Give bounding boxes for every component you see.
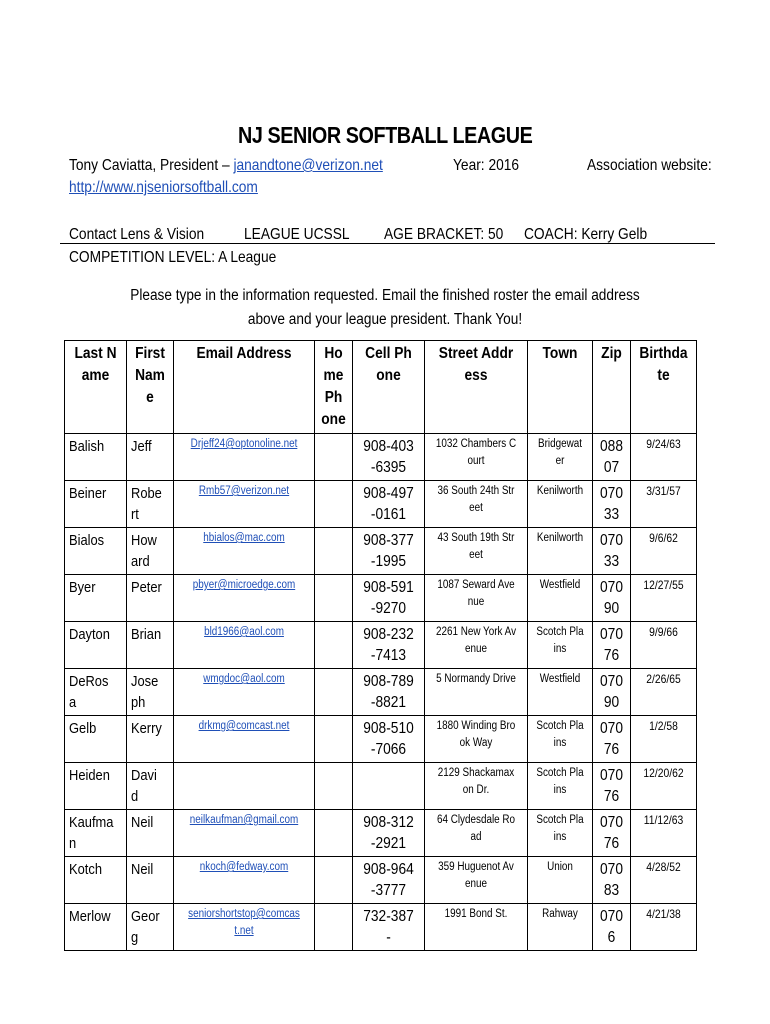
cell-text: 908-789-8821 [363,673,414,711]
street-text: 36 South 24th Street [437,485,515,514]
first-text: Howard [131,532,157,570]
president-line [69,157,434,175]
town-cell [528,857,593,904]
birth-text: 12/20/62 [643,766,684,780]
street-text: 1880 Winding Brook Way [436,720,516,749]
town-text: Kenilworth [536,532,584,544]
town-cell [528,904,593,951]
year-text: Year: 2016 [453,157,520,174]
birthdate-cell [631,810,697,857]
zip-cell [593,716,631,763]
zip-cell [593,528,631,575]
email-cell [174,763,315,810]
table-row [65,669,697,716]
town-cell [528,575,593,622]
first-name-cell [127,622,174,669]
last-text: Byer [69,579,96,596]
cell-text: 908-497-0161 [363,485,414,523]
email-cell [174,528,315,575]
town-cell [528,481,593,528]
first-text: David [131,767,157,805]
first-text: Neil [131,814,154,831]
home-phone-cell [315,481,353,528]
header-divider [60,243,715,244]
president-email-link[interactable]: janandtone@verizon.net [233,157,383,174]
birth-text: 4/21/38 [646,907,681,921]
zip-text: 08807 [600,438,623,476]
col-town: Town [528,341,593,434]
last-name-cell [65,669,127,716]
zip-cell [593,857,631,904]
last-text: Dayton [69,626,110,643]
table-row [65,481,697,528]
president-text: Tony Caviatta, President – [69,157,234,174]
last-text: Gelb [69,720,97,737]
cell-phone-cell [353,622,425,669]
player-email-link[interactable]: Drjeff24@optonoline.net [190,438,298,450]
age-bracket: AGE BRACKET: 50 [384,226,504,243]
email-cell [174,575,315,622]
town-cell [528,669,593,716]
last-name-cell [65,622,127,669]
table-row [65,904,697,951]
street-cell [425,481,528,528]
email-cell [174,434,315,481]
col-home-phone: Home Phone [315,341,353,434]
email-cell [174,669,315,716]
association-url-line [69,179,289,197]
last-text: DeRosa [69,673,109,711]
col-street: Street Address [425,341,528,434]
last-text: Beiner [69,485,107,502]
town-text: Westfield [539,579,581,591]
team-name: Contact Lens & Vision [69,226,205,243]
zip-text: 07033 [600,485,623,523]
last-text: Kotch [69,861,102,878]
table-row [65,575,697,622]
last-name-cell [65,528,127,575]
birthdate-cell [631,575,697,622]
first-text: Jeff [131,438,152,455]
home-phone-cell [315,669,353,716]
cell-phone-cell [353,904,425,951]
email-cell [174,716,315,763]
cell-text: 732-387- [363,908,414,946]
home-phone-cell [315,904,353,951]
street-cell [425,575,528,622]
town-cell [528,528,593,575]
birthdate-cell [631,481,697,528]
last-name-cell [65,481,127,528]
street-text: 43 South 19th Street [437,532,515,561]
last-text: Heiden [69,767,110,784]
player-email-link[interactable]: Rmb57@verizon.net [198,485,290,497]
town-text: Bridgewater [538,438,582,467]
street-text: 2129 Shackamaxon Dr. [437,767,515,796]
town-text: Kenilworth [536,485,584,497]
table-header-row [65,341,697,434]
zip-cell [593,481,631,528]
street-text: 359 Huguenot Avenue [438,861,514,890]
zip-text: 07090 [600,579,623,617]
col-cell-phone: Cell Phone [353,341,425,434]
last-name-cell [65,904,127,951]
street-cell [425,763,528,810]
player-email-link[interactable]: drkmg@comcast.net [198,720,290,732]
town-cell [528,763,593,810]
association-label: Association website: [587,157,712,174]
first-text: Kerry [131,720,162,737]
table-row [65,763,697,810]
cell-phone-cell [353,716,425,763]
birthdate-cell [631,763,697,810]
first-text: Georg [131,908,160,946]
home-phone-cell [315,575,353,622]
player-email-link[interactable]: wmgdoc@aol.com [203,673,285,685]
birthdate-cell [631,857,697,904]
street-cell [425,810,528,857]
home-phone-cell [315,434,353,481]
table-row [65,857,697,904]
page-title: NJ SENIOR SOFTBALL LEAGUE [237,122,533,148]
cell-text: 908-510-7066 [363,720,414,758]
cell-text: 908-232-7413 [363,626,414,664]
home-phone-cell [315,810,353,857]
town-cell [528,716,593,763]
birthdate-cell [631,716,697,763]
town-text: Scotch Plains [536,767,584,796]
last-name-cell [65,716,127,763]
home-phone-cell [315,857,353,904]
cell-phone-cell [353,481,425,528]
cell-phone-cell [353,575,425,622]
zip-text: 07083 [600,861,623,899]
zip-text: 0706 [600,908,623,946]
table-row [65,622,697,669]
cell-text: 908-403-6395 [363,438,414,476]
zip-cell [593,622,631,669]
player-email-link[interactable]: seniorshortstop@comcast.net [188,908,300,937]
table-row [65,716,697,763]
last-text: Bialos [69,532,105,549]
first-name-cell [127,857,174,904]
first-name-cell [127,481,174,528]
player-email-link[interactable]: hbialos@mac.com [203,532,285,544]
cell-phone-cell [353,528,425,575]
zip-text: 07090 [600,673,623,711]
player-email-link[interactable]: nkoch@fedway.com [199,861,289,873]
street-cell [425,716,528,763]
birth-text: 1/2/58 [649,719,678,733]
birthdate-cell [631,434,697,481]
competition-level: COMPETITION LEVEL: A League [69,249,277,266]
roster-table [64,340,697,951]
street-text: 1087 Seward Avenue [437,579,515,608]
first-name-cell [127,716,174,763]
home-phone-cell [315,763,353,810]
town-cell [528,434,593,481]
town-text: Westfield [539,673,581,685]
player-email-link[interactable]: neilkaufman@gmail.com [189,814,299,826]
street-cell [425,669,528,716]
street-text: 2261 New York Avenue [435,626,517,655]
cell-text: 908-377-1995 [363,532,414,570]
birthdate-cell [631,669,697,716]
first-name-cell [127,669,174,716]
birth-text: 9/24/63 [646,437,681,451]
street-cell [425,622,528,669]
cell-text: 908-312-2921 [363,814,414,852]
street-text: 1991 Bond St. [444,908,508,920]
town-text: Scotch Plains [536,814,584,843]
email-cell [174,857,315,904]
association-website-link[interactable]: http://www.njseniorsoftball.com [69,179,258,196]
last-text: Kaufman [69,814,114,852]
birthdate-cell [631,904,697,951]
street-text: 1032 Chambers Court [435,438,517,467]
first-name-cell [127,810,174,857]
zip-cell [593,810,631,857]
zip-cell [593,575,631,622]
col-last-name: Last Name [65,341,127,434]
cell-text: 908-964-3777 [363,861,414,899]
col-birthdate: Birthdate [631,341,697,434]
street-cell [425,434,528,481]
league-name: LEAGUE UCSSL [244,226,350,243]
street-cell [425,904,528,951]
cell-text: 908-591-9270 [363,579,414,617]
zip-text: 07076 [600,720,623,758]
birth-text: 9/6/62 [649,531,678,545]
first-name-cell [127,575,174,622]
last-name-cell [65,810,127,857]
last-name-cell [65,575,127,622]
birth-text: 9/9/66 [649,625,678,639]
town-cell [528,622,593,669]
last-name-cell [65,857,127,904]
home-phone-cell [315,716,353,763]
zip-cell [593,669,631,716]
last-text: Balish [69,438,105,455]
cell-phone-cell [353,857,425,904]
first-name-cell [127,904,174,951]
email-cell [174,810,315,857]
zip-text: 07076 [600,767,623,805]
birth-text: 4/28/52 [646,860,681,874]
birth-text: 12/27/55 [643,578,684,592]
coach-name: COACH: Kerry Gelb [524,226,648,243]
birth-text: 2/26/65 [646,672,681,686]
home-phone-cell [315,622,353,669]
town-text: Scotch Plains [536,720,584,749]
home-phone-cell [315,528,353,575]
first-name-cell [127,434,174,481]
zip-text: 07076 [600,814,623,852]
table-row [65,810,697,857]
last-name-cell [65,763,127,810]
cell-phone-cell [353,810,425,857]
first-name-cell [127,763,174,810]
player-email-link[interactable]: pbyer@microedge.com [192,579,296,591]
email-cell [174,622,315,669]
town-cell [528,810,593,857]
first-text: Neil [131,861,154,878]
first-text: Brian [131,626,162,643]
last-name-cell [65,434,127,481]
table-row [65,528,697,575]
col-email: Email Address [174,341,315,434]
first-text: Peter [131,579,162,596]
table-row [65,434,697,481]
last-text: Merlow [69,908,111,925]
instructions-text: Please type in the information requested. Email the finished roster the email address above and your league president. Thank You! [130,287,640,328]
first-name-cell [127,528,174,575]
street-cell [425,528,528,575]
town-text: Union [547,861,573,873]
birth-text: 11/12/63 [643,813,684,827]
town-text: Rahway [542,908,578,920]
first-text: Robert [131,485,162,523]
player-email-link[interactable]: bld1966@aol.com [204,626,284,638]
cell-phone-cell [353,669,425,716]
birthdate-cell [631,622,697,669]
col-zip: Zip [593,341,631,434]
cell-phone-cell [353,434,425,481]
street-cell [425,857,528,904]
email-cell [174,481,315,528]
zip-cell [593,763,631,810]
email-cell [174,904,315,951]
zip-cell [593,904,631,951]
zip-cell [593,434,631,481]
birth-text: 3/31/57 [646,484,681,498]
col-first-name: First Name [127,341,174,434]
zip-text: 07033 [600,532,623,570]
zip-text: 07076 [600,626,623,664]
cell-phone-cell [353,763,425,810]
street-text: 5 Normandy Drive [436,673,516,685]
first-text: Joseph [131,673,159,711]
town-text: Scotch Plains [536,626,584,655]
birthdate-cell [631,528,697,575]
street-text: 64 Clydesdale Road [436,814,516,843]
